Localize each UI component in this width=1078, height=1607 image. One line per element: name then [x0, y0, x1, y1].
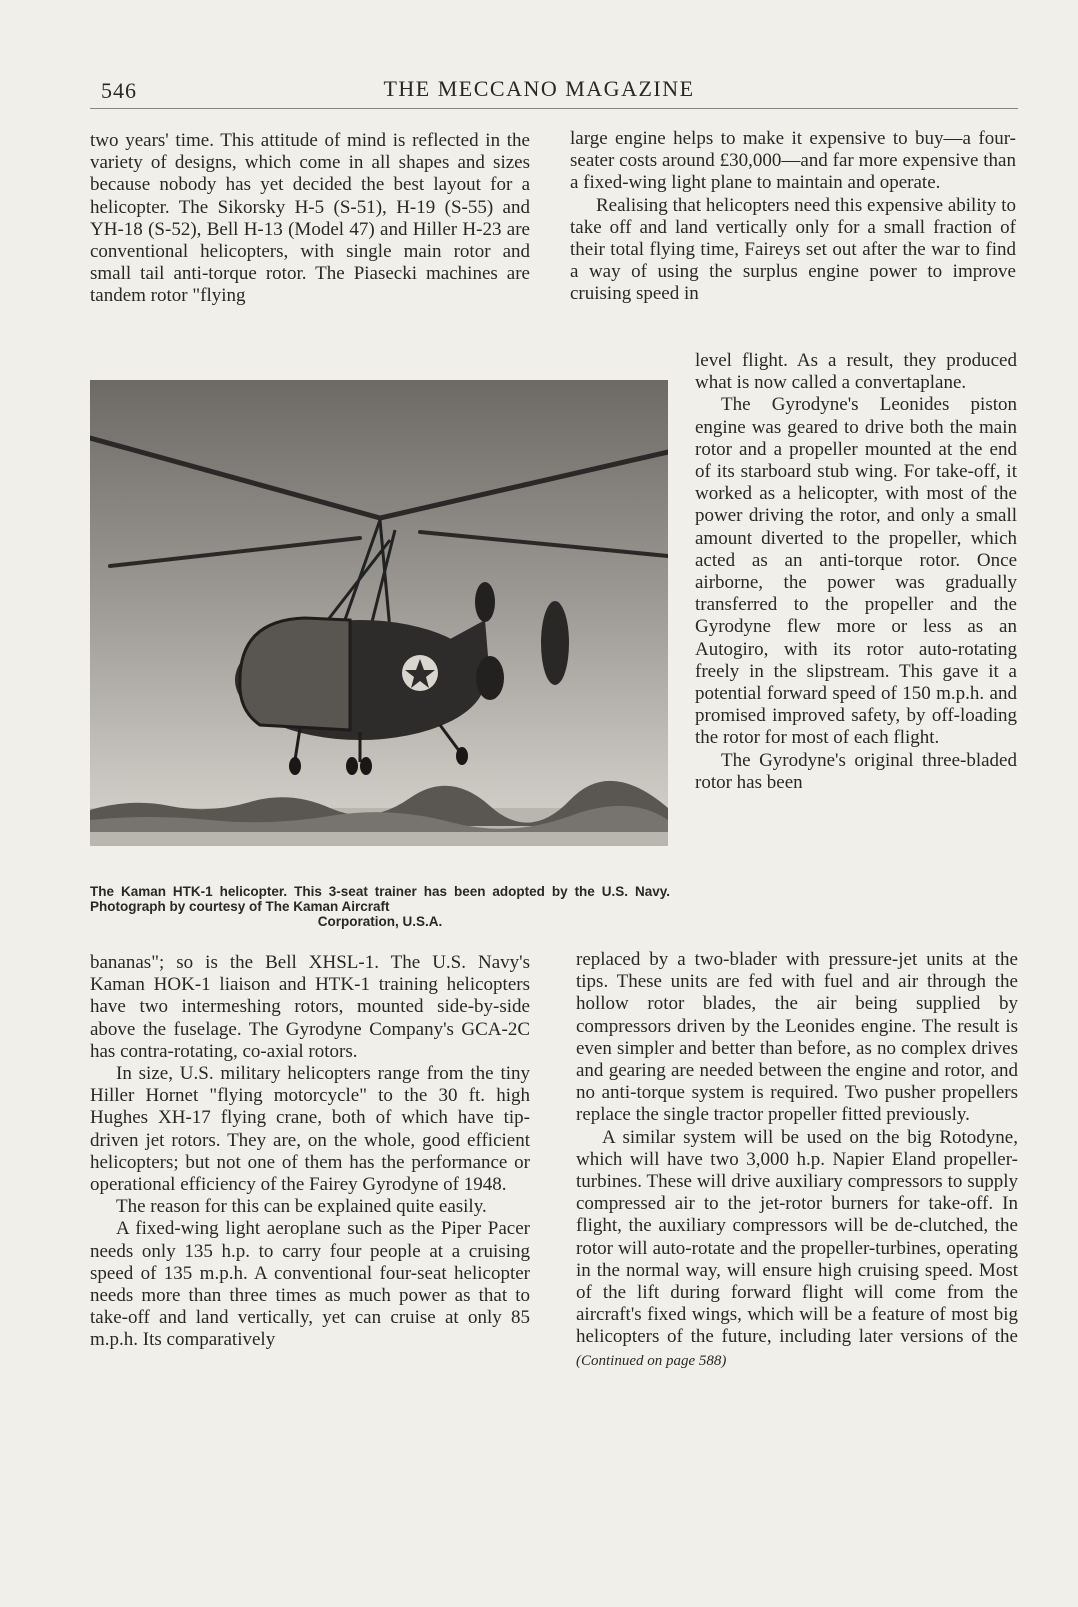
paragraph: large engine helps to make it expensive to buy—a four-seater costs around £30,000—and far more expensive than a fixed-wing light plane to maintain and operate. [570, 128, 1016, 194]
right-column-bottom [576, 949, 1018, 1372]
left-column-bottom [90, 952, 530, 1352]
paragraph: The Gyrodyne's Leonides piston engine was geared to drive both the main rotor and a propeller mounted at the end of its starboard stub wing. For take-off, it worked as a helicopter, with most of the power driving the rotor, and only a small amount diverted to the propeller, which acted as an anti-torque rotor. Once airborne, the power was gradually transferred to the propeller and the Gyrodyne flew more or less as an Autogiro, with its rotor auto-rotating freely in the slipstream. This gave it a potential forward speed of 150 m.p.h. and promised improved safety, by off-loading the rotor for most of each flight. [695, 394, 1017, 749]
paragraph: two years' time. This attitude of mind is reflected in the variety of designs, which come in all shapes and sizes because nobody has yet decided the best layout for a helicopter. The Sikorsky H-5 (S-51), H-19 (S-55) and YH-18 (S-52), Bell H-13 (Model 47) and Hiller H-23 are conventional helicopters, with single main rotor and small tail anti-torque rotor. The Piasecki machines are tandem rotor "flying [90, 130, 530, 307]
photo-caption [90, 884, 670, 929]
paragraph: replaced by a two-blader with pressure-jet units at the tips. These units are fed with fuel and air through the hollow rotor blades, the air being supplied by compressors driven by the Leonides engine. The result is even simpler and better than before, as no complex drives and gearing are needed between the engine and rotor, and no anti-torque system is required. Two pusher propellers replace the single tractor propeller fitted previously. [576, 949, 1018, 1126]
continued-note[interactable]: (Continued on page 588) [576, 1352, 727, 1369]
paragraph: level flight. As a result, they produced what is now called a convertaplane. [695, 350, 1017, 394]
right-column-top [570, 128, 1016, 306]
paragraph [576, 1127, 1018, 1372]
paragraph: In size, U.S. military helicopters range from the tiny Hiller Hornet "flying motorcycle" to the 30 ft. high Hughes XH-17 flying crane, both of which have tip-driven jet rotors. They are, on the whole, good efficient helicopters; but not one of them has the performance or operational efficiency of the Fairey Gyrodyne of 1948. [90, 1063, 530, 1196]
helicopter-photo [90, 380, 668, 846]
caption-text: The Kaman HTK-1 helicopter. This 3-seat trainer has been adopted by the U.S. Navy. Photograph by courtesy of The Kaman Aircraft [90, 884, 670, 914]
left-column-top [90, 130, 530, 308]
paragraph-text: A similar system will be used on the big Rotodyne, which will have two 3,000 h.p. Napier Eland propeller-turbines. These will drive auxiliary compressors to supply compressed air to the jet-rotor burners for take-off. In flight, the auxiliary compressors will be de-clutched, the rotor will auto-rotate and the propeller-turbines, operating in the normal way, will ensure high cruising speed. Most of the lift during forward flight will come from the aircraft's fixed wings, which will be a feature of most big helicopters of the future, including later versions of the [576, 1126, 1018, 1348]
header-rule [90, 108, 1018, 109]
running-head: THE MECCANO MAGAZINE [383, 76, 695, 101]
paragraph: bananas"; so is the Bell XHSL-1. The U.S. Navy's Kaman HOK-1 liaison and HTK-1 training helicopters have two intermeshing rotors, mounted side-by-side above the fuselage. The Gyrodyne Company's GCA-2C has contra-rotating, co-axial rotors. [90, 952, 530, 1062]
paragraph: A fixed-wing light aeroplane such as the Piper Pacer needs only 135 h.p. to carry four people at a cruising speed of 135 m.p.h. A conventional four-seat helicopter needs more than three times as much power as that to take-off and land vertically, yet can cruise at only 85 m.p.h. Its comparatively [90, 1218, 530, 1351]
page-number: 546 [101, 78, 137, 103]
right-column-narrow [695, 350, 1017, 794]
paragraph: The reason for this can be explained quite easily. [116, 1196, 487, 1218]
paragraph: The Gyrodyne's original three-bladed rotor has been [695, 749, 1017, 793]
caption-credit: Corporation, U.S.A. [317, 914, 443, 929]
paragraph: Realising that helicopters need this expensive ability to take off and land vertically only for a small fraction of their total flying time, Faireys set out after the war to find a way of using the surplus engine power to improve cruising speed in [570, 194, 1016, 305]
